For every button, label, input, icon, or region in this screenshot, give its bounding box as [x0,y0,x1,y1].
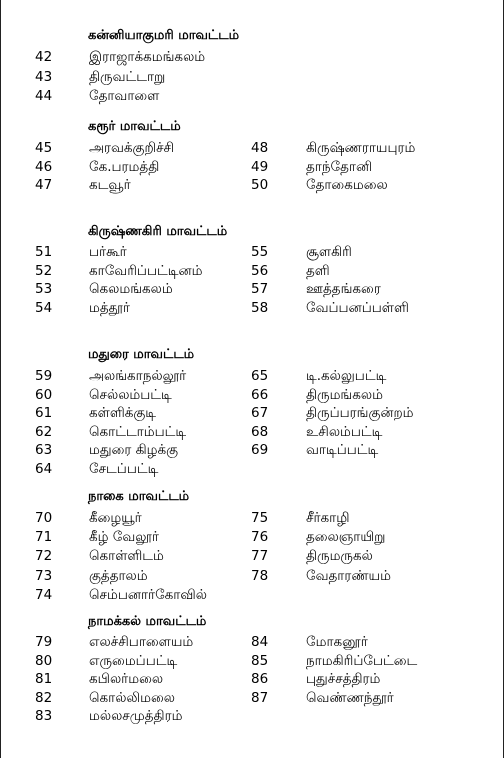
district-heading: கரூர் மாவட்டம் [88,119,181,134]
block-name: இராஜாக்கமங்கலம் [89,49,206,65]
block-number: 72 [35,548,53,565]
block-number: 58 [251,299,269,316]
district-heading: கன்னியாகுமரி மாவட்டம் [88,28,240,43]
block-number: 75 [251,510,269,526]
block-name: ஊத்தங்கரை [306,281,381,297]
block-name: தலைஞாயிறு [306,529,386,546]
block-name: டி.கல்லுபட்டி [306,368,387,384]
block-name: தளி [306,262,330,279]
block-name: திருமங்கலம் [306,386,383,403]
block-number: 70 [35,510,53,526]
block-number: 83 [35,708,53,724]
block-number: 48 [251,140,269,156]
block-name: புதுச்சத்திரம் [306,671,381,687]
block-name: எருமைப்பட்டி [89,652,178,669]
block-number: 80 [35,652,53,669]
block-number: 67 [251,405,269,421]
block-number: 78 [251,567,269,584]
block-name: திருமருகல் [306,548,373,565]
block-number: 63 [35,442,53,458]
block-number: 76 [251,529,269,546]
block-number: 56 [251,262,269,279]
block-name: அலங்காநல்லூர் [89,368,187,384]
block-name: கொட்டாம்பட்டி [89,423,187,440]
block-number: 74 [35,586,53,603]
block-name: மத்தூர் [89,299,130,316]
block-name: மோகனூர் [306,634,368,650]
block-number: 79 [35,634,53,650]
block-number: 81 [35,671,53,687]
block-number: 68 [251,423,269,440]
block-number: 62 [35,423,53,440]
block-name: உசிலம்பட்டி [306,423,383,440]
block-name: கபிலர்மலை [89,671,164,687]
block-number: 60 [35,386,53,403]
block-number: 54 [35,299,53,316]
district-heading: மதுரை மாவட்டம் [88,347,195,362]
block-name: மதுரை கிழக்கு [89,442,179,458]
block-name: நாமகிரிப்பேட்டை [306,652,418,669]
block-number: 86 [251,671,269,687]
block-name: செல்லம்பட்டி [89,386,172,403]
block-name: கள்ளிக்குடி [89,405,157,421]
block-name: காவேரிப்பட்டினம் [89,262,203,279]
block-number: 45 [35,140,53,156]
block-name: அரவக்குறிச்சி [89,140,175,156]
block-number: 82 [35,689,53,706]
block-name: சூளகிரி [306,244,352,260]
block-name: கீழையூர் [89,510,142,526]
block-number: 65 [251,368,269,384]
block-number: 52 [35,262,53,279]
block-name: திருப்பரங்குன்றம் [306,405,414,421]
block-number: 55 [251,244,269,260]
block-number: 43 [35,68,53,85]
block-name: மல்லசமுத்திரம் [89,708,183,724]
block-name: வேதாரண்யம் [306,567,391,584]
block-name: சீர்காழி [306,510,350,526]
block-name: கீழ் வேலூர் [89,529,159,546]
block-number: 49 [251,158,269,175]
block-name: கொல்லிமலை [89,689,175,706]
district-heading: கிருஷ்ணகிரி மாவட்டம் [88,224,228,239]
block-number: 57 [251,281,269,297]
district-heading: நாகை மாவட்டம் [88,489,190,504]
block-number: 87 [251,689,269,706]
block-number: 69 [251,442,269,458]
block-number: 66 [251,386,269,403]
block-number: 85 [251,652,269,669]
block-name: தாந்தோனி [306,158,373,175]
block-name: கே.பரமத்தி [89,158,160,175]
block-name: எலச்சிபாளையம் [89,634,194,650]
block-name: குத்தாலம் [89,567,148,584]
block-name: திருவட்டாறு [89,68,166,85]
block-number: 71 [35,529,53,546]
block-number: 73 [35,567,53,584]
block-name: கெலமங்கலம் [89,281,173,297]
block-number: 44 [35,88,53,104]
block-name: சேடப்பட்டி [89,460,159,477]
block-name: கொள்ளிடம் [89,548,164,565]
block-number: 42 [35,49,53,65]
block-number: 47 [35,177,53,193]
block-number: 53 [35,281,53,297]
block-name: வேப்பனப்பள்ளி [306,299,409,316]
block-name: தோகைமலை [306,177,388,193]
block-name: பர்கூர் [89,244,127,260]
block-name: கடவூர் [89,177,131,193]
block-number: 50 [251,177,269,193]
block-number: 61 [35,405,53,421]
block-name: வாடிப்பட்டி [306,442,379,458]
block-number: 46 [35,158,53,175]
block-name: கிருஷ்ணராயபுரம் [306,140,416,156]
block-number: 51 [35,244,53,260]
block-number: 59 [35,368,53,384]
block-number: 64 [35,460,53,477]
block-number: 84 [251,634,269,650]
block-number: 77 [251,548,269,565]
block-name: வெண்ணந்தூர் [306,689,394,706]
block-name: தோவாளை [89,88,160,104]
block-name: செம்பனார்கோவில் [89,586,207,603]
district-heading: நாமக்கல் மாவட்டம் [88,614,207,629]
